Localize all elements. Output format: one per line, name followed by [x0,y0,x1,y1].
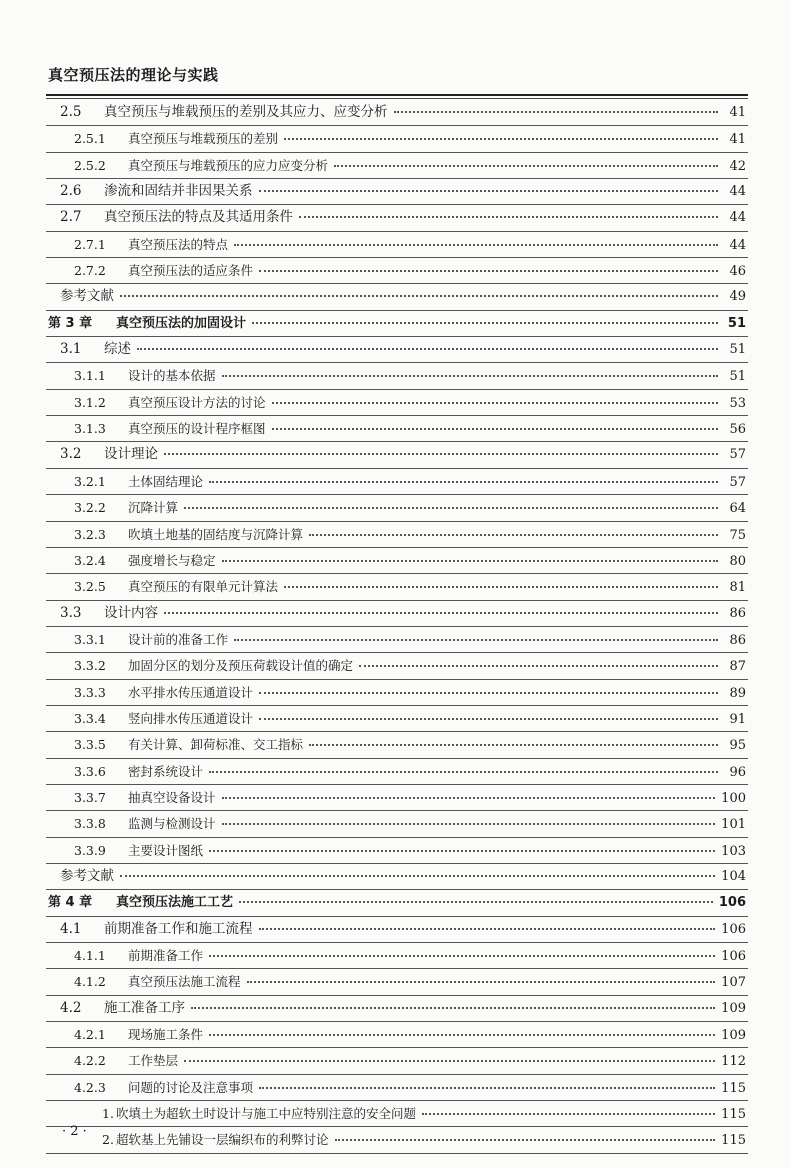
table-of-contents [46,100,748,1154]
toc-entry-page: 57 [729,474,746,490]
toc-entry-number: 第 3 章 [48,315,93,331]
toc-entry-number: 3.3.1 [74,631,106,647]
toc-entry-number: 4.2.2 [74,1053,106,1069]
toc-entry-page: 112 [721,1054,746,1070]
toc-entry-number: 3.3.4 [74,710,106,726]
page-number: · 2 · [62,1124,87,1139]
toc-entry-title: 强度增长与稳定 [128,552,216,568]
toc-entry-title: 设计前的准备工作 [128,631,229,647]
toc-entry[interactable] [46,680,748,706]
toc-entry[interactable] [46,1075,748,1101]
toc-entry-number: 4.1.1 [74,948,106,963]
toc-entry-title: 参考文献 [60,867,114,884]
toc-entry-page: 51 [729,369,746,385]
toc-entry-title: 土体固结理论 [128,473,204,489]
toc-entry-page: 46 [729,264,746,280]
toc-entry[interactable] [46,363,748,389]
toc-entry[interactable] [46,1022,748,1048]
toc-entry-title: 真空预压法的特点 [128,236,229,252]
dot-leader [209,955,715,957]
toc-entry-number: 4.2.1 [74,1027,106,1043]
toc-entry-number: 3.1.3 [74,421,106,437]
dot-leader [222,560,718,562]
toc-entry[interactable] [46,1048,748,1074]
toc-entry-title: 监测与检测设计 [128,816,216,832]
toc-entry-title: 水平排水传压通道设计 [128,684,254,700]
toc-entry-title: 真空预压的设计程序框图 [128,421,266,437]
toc-entry[interactable] [46,495,748,521]
toc-entry-title: 真空预压与堆载预压的应力应变分析 [128,157,329,173]
toc-entry-page: 95 [729,738,746,754]
toc-entry-title: 真空预压法施工流程 [128,974,241,990]
toc-entry[interactable] [46,574,748,600]
toc-entry-number: 3.3 [60,604,82,621]
dot-leader [222,375,718,377]
toc-entry[interactable] [46,153,748,179]
toc-entry[interactable] [46,390,748,416]
toc-entry-title: 抽真空设备设计 [128,789,216,805]
toc-entry[interactable] [46,205,748,231]
toc-entry-page: 91 [729,711,746,727]
dot-leader [309,744,718,746]
toc-entry-page: 51 [727,315,746,331]
dot-leader [422,1113,715,1115]
toc-entry-title: 沉降计算 [128,500,179,516]
toc-entry-page: 42 [729,158,746,174]
toc-entry[interactable] [46,126,748,152]
toc-entry-page: 96 [729,764,746,780]
dot-leader [164,612,718,614]
header-rule [46,94,748,96]
toc-entry-number: 2.5.2 [74,157,106,173]
toc-entry-page: 107 [721,975,746,991]
toc-entry-title: 前期准备工作 [128,948,204,963]
toc-entry-title: 现场施工条件 [128,1027,204,1043]
toc-entry-title: 真空预压设计方法的讨论 [128,394,266,410]
dot-leader [137,348,718,350]
toc-entry-page: 41 [729,105,746,120]
toc-entry[interactable] [46,890,748,916]
toc-entry[interactable] [46,627,748,653]
dot-leader [259,718,718,720]
dot-leader [234,639,718,641]
dot-leader [359,665,718,667]
toc-entry-page: 115 [721,1133,746,1149]
toc-entry-page: 75 [729,527,746,543]
dot-leader [247,981,716,983]
toc-entry-title: 竖向排水传压通道设计 [128,710,254,726]
toc-entry-page: 41 [729,132,746,148]
dot-leader [209,1034,715,1036]
toc-entry-title: 问题的讨论及注意事项 [128,1079,254,1095]
dot-leader [259,928,716,930]
toc-entry-number: 3.3.2 [74,658,106,674]
toc-entry-number: 2.7.1 [74,236,106,252]
running-header-title: 真空预压法的理论与实践 [48,66,219,84]
toc-entry[interactable] [46,785,748,811]
toc-entry-title: 真空预压法的适应条件 [128,263,254,279]
toc-entry-page: 51 [729,342,746,358]
toc-entry-title: 真空预压法的加固设计 [116,315,247,331]
toc-entry-page: 80 [729,553,746,569]
toc-entry-number: 3.2 [60,446,82,463]
toc-entry-page: 103 [721,843,746,859]
dot-leader [259,190,719,192]
dot-leader [209,850,715,852]
toc-entry[interactable] [46,996,748,1022]
dot-leader [284,586,718,588]
toc-entry-number: 2.7.2 [74,263,106,279]
toc-entry[interactable] [46,838,748,864]
dot-leader [164,453,718,455]
dot-leader [222,823,716,825]
toc-entry-title: 真空预压与堆载预压的差别及其应力、应变分析 [104,104,388,120]
toc-entry-number: 第 4 章 [48,895,93,911]
toc-entry-number: 3.2.3 [74,526,106,542]
toc-entry-title: 吹填土为超软土时设计与施工中应特别注意的安全问题 [116,1106,417,1122]
toc-entry-title: 设计内容 [104,604,158,621]
toc-entry-number: 3.2.5 [74,579,106,595]
toc-entry-page: 115 [721,1107,746,1123]
toc-entry-page: 86 [729,632,746,648]
toc-entry-title: 密封系统设计 [128,763,204,779]
toc-entry-page: 109 [721,1028,746,1044]
toc-entry-title: 渗流和固结并非因果关系 [104,183,253,200]
toc-entry-title: 真空预压法施工工艺 [116,895,234,911]
toc-entry[interactable] [46,337,748,363]
toc-entry[interactable] [46,311,748,337]
toc-entry-page: 87 [729,659,746,675]
toc-entry-page: 106 [721,949,746,964]
toc-entry-page: 44 [729,237,746,253]
dot-leader [334,165,718,167]
toc-entry-page: 115 [721,1080,746,1096]
toc-entry[interactable] [46,969,748,995]
toc-entry[interactable] [46,917,748,943]
toc-entry-page: 86 [729,605,746,621]
toc-entry[interactable] [46,469,748,495]
toc-entry-title: 加固分区的划分及预压荷载设计值的确定 [128,658,354,674]
toc-entry-number: 3.3.6 [74,763,106,779]
toc-entry[interactable] [46,811,748,837]
toc-entry-page: 106 [718,895,746,911]
toc-entry-number: 3.3.9 [74,842,106,858]
toc-entry-page: 64 [729,501,746,517]
toc-entry-number: 2.6 [60,183,82,200]
dot-leader [335,1139,716,1141]
toc-entry[interactable] [46,1101,748,1127]
toc-entry-title: 综述 [104,341,131,358]
dot-leader [184,507,718,509]
toc-entry[interactable] [46,548,748,574]
toc-entry-page: 44 [729,210,746,226]
header-rule-thin [46,98,748,99]
toc-entry[interactable] [46,232,748,258]
toc-entry[interactable] [46,522,748,548]
dot-leader [259,1087,715,1089]
toc-entry-number: 3.2.4 [74,552,106,568]
toc-entry[interactable] [46,732,748,758]
toc-entry-page: 106 [721,921,746,937]
dot-leader [299,216,718,218]
toc-entry[interactable] [46,653,748,679]
toc-entry-title: 工作垫层 [128,1053,179,1069]
toc-entry-number: 2.5 [60,104,82,120]
toc-entry-number: 4.2.3 [74,1079,106,1095]
toc-entry-title: 设计理论 [104,446,158,463]
toc-entry-title: 超软基上先铺设一层编织布的利弊讨论 [116,1132,329,1148]
toc-entry-page: 109 [721,1000,746,1016]
dot-leader [252,322,718,324]
dot-leader [259,270,718,272]
dot-leader [191,1007,715,1009]
toc-entry[interactable] [46,258,748,284]
toc-entry-title: 施工准备工序 [104,999,185,1016]
toc-entry-number: 2.5.1 [74,131,106,147]
toc-entry-number: 3.1.2 [74,394,106,410]
dot-leader [184,1060,715,1062]
toc-entry-title: 真空预压法的特点及其适用条件 [104,209,293,226]
dot-leader [259,692,718,694]
dot-leader [284,138,718,140]
toc-entry-number: 3.2.1 [74,473,106,489]
toc-entry-title: 真空预压与堆载预压的差别 [128,131,279,147]
dot-leader [394,111,719,113]
toc-entry-number: 4.1 [60,920,82,937]
toc-entry-title: 参考文献 [60,288,114,305]
toc-entry-page: 57 [729,447,746,463]
toc-entry-number: 3.3.3 [74,684,106,700]
dot-leader [272,402,718,404]
toc-entry-number: 3.3.7 [74,789,106,805]
toc-entry[interactable] [46,100,748,126]
toc-entry-page: 49 [729,289,746,305]
toc-entry-title: 吹填土地基的固结度与沉降计算 [128,526,304,542]
toc-entry-page: 100 [721,790,746,806]
toc-entry[interactable] [46,706,748,732]
dot-leader [239,901,713,903]
toc-entry-page: 101 [721,817,746,833]
toc-entry-page: 53 [729,395,746,411]
toc-entry[interactable] [46,1127,748,1153]
toc-entry-number: 2.7 [60,209,82,226]
dot-leader [209,771,718,773]
dot-leader [222,797,716,799]
dot-leader [120,295,718,297]
toc-entry-number: 3.1.1 [74,368,106,384]
toc-entry-page: 81 [729,580,746,596]
toc-entry-number: 2. [102,1132,114,1148]
dot-leader [209,481,718,483]
toc-entry-title: 设计的基本依据 [128,368,216,384]
toc-entry-title: 主要设计图纸 [128,842,204,858]
toc-entry-number: 1. [102,1106,114,1122]
dot-leader [272,428,718,430]
toc-entry-page: 44 [729,184,746,200]
toc-entry[interactable] [46,864,748,890]
toc-entry-number: 3.3.5 [74,737,106,753]
toc-entry-number: 4.1.2 [74,974,106,990]
toc-entry[interactable] [46,442,748,468]
dot-leader [120,875,715,877]
toc-entry-page: 89 [729,685,746,701]
dot-leader [234,244,718,246]
toc-entry[interactable] [46,943,748,969]
dot-leader [309,534,718,536]
toc-entry-number: 3.2.2 [74,500,106,516]
toc-entry-title: 真空预压的有限单元计算法 [128,579,279,595]
toc-entry[interactable] [46,179,748,205]
toc-entry-number: 3.3.8 [74,816,106,832]
toc-entry-number: 3.1 [60,341,82,358]
toc-entry-number: 4.2 [60,999,82,1016]
toc-entry-page: 56 [729,422,746,438]
toc-entry[interactable] [46,759,748,785]
toc-entry-title: 前期准备工作和施工流程 [104,920,253,937]
toc-entry-title: 有关计算、卸荷标准、交工指标 [128,737,304,753]
toc-entry-page: 104 [721,868,746,884]
toc-entry[interactable] [46,284,748,310]
toc-entry[interactable] [46,601,748,627]
toc-entry[interactable] [46,416,748,442]
